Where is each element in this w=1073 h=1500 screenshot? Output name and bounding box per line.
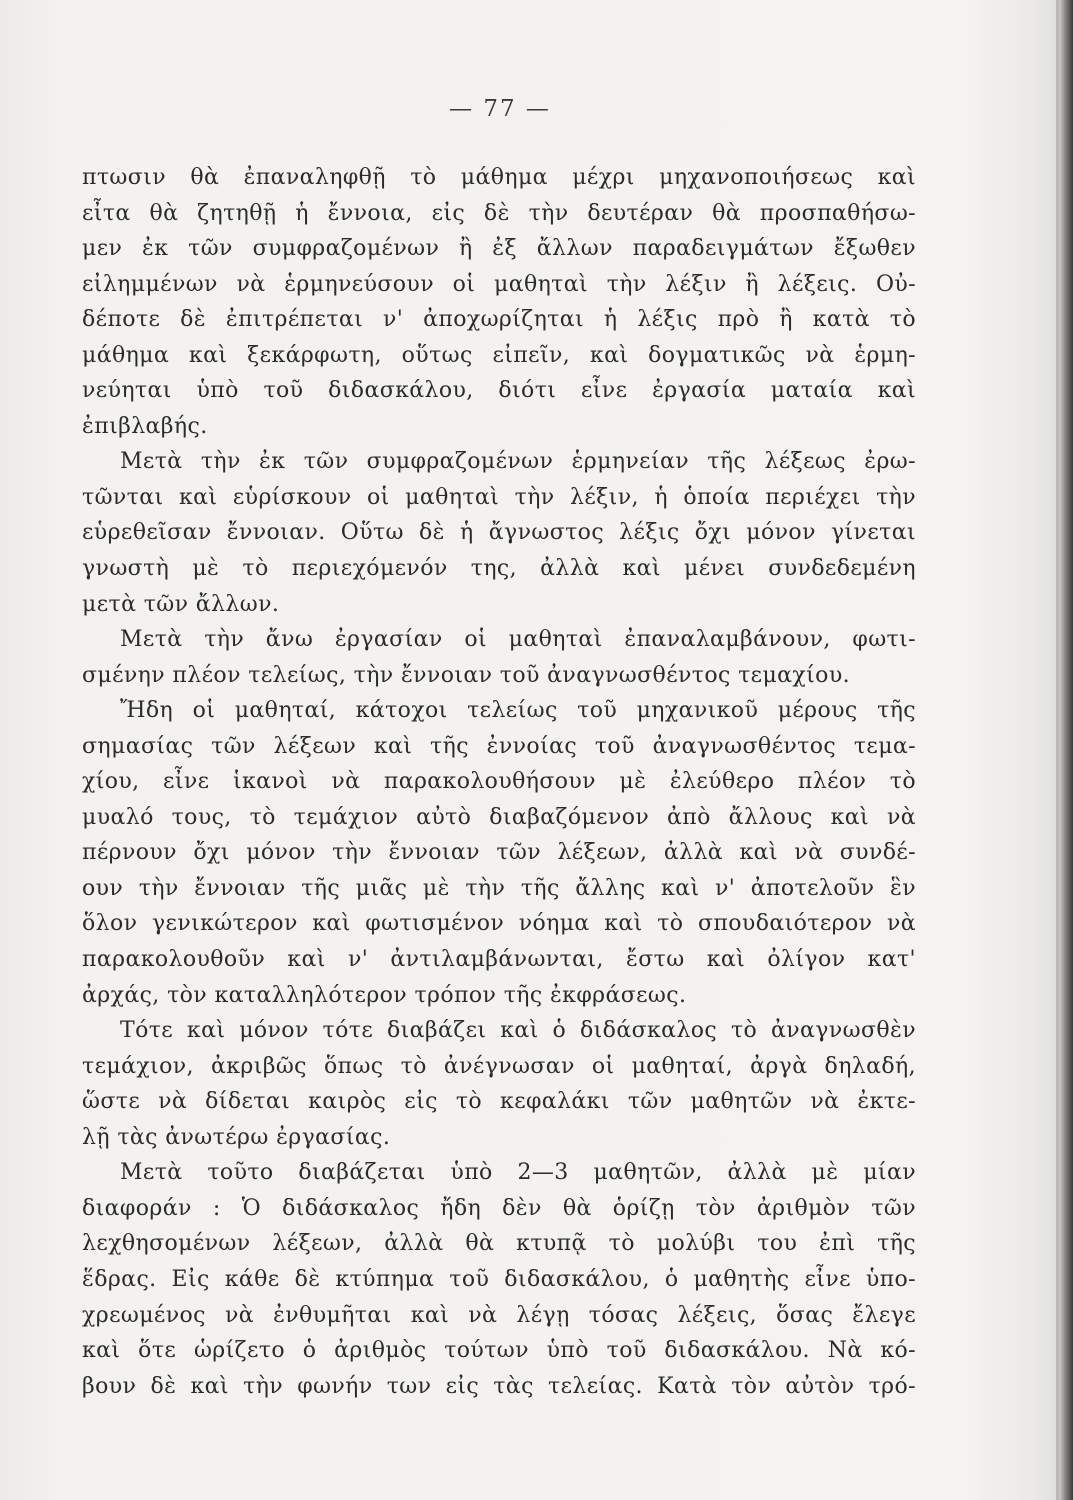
text-line: παρακολουθοῦν καὶ ν' ἀντιλαμβάνωνται, ἔστω καὶ ὀλίγον κατ' [82, 947, 916, 973]
text-line: ουν τὴν ἔννοιαν τῆς μιᾶς μὲ τὴν τῆς ἄλλης καὶ ν' ἀποτελοῦν ἓν [82, 875, 916, 901]
text-line: καὶ ὅτε ὡρίζετο ὁ ἀριθμὸς τούτων ὑπὸ τοῦ διδασκάλου. Νὰ κό- [82, 1338, 916, 1364]
text-line: μετὰ τῶν ἄλλων. [82, 591, 280, 617]
text-line: τεμάχιον, ἀκριβῶς ὅπως τὸ ἀνέγνωσαν οἱ μαθηταί, ἀργὰ δηλαδή, [82, 1053, 916, 1079]
text-line: σημασίας τῶν λέξεων καὶ τῆς ἐννοίας τοῦ ἀναγνωσθέντος τεμα- [82, 733, 916, 759]
text-line: ἕδρας. Εἰς κάθε δὲ κτύπημα τοῦ διδασκάλου, ὁ μαθητὴς εἶνε ὑπο- [82, 1266, 916, 1292]
text-line: ὥστε νὰ δίδεται καιρὸς εἰς τὸ κεφαλάκι τῶν μαθητῶν νὰ ἐκτε- [82, 1089, 916, 1115]
text-line: νεύηται ὑπὸ τοῦ διδασκάλου, διότι εἶνε ἐργασία ματαία καὶ [82, 378, 916, 404]
text-line: ἐπιβλαβής. [82, 413, 208, 439]
text-line: βουν δὲ καὶ τὴν φωνήν των εἰς τὰς τελείας. Κατὰ τὸν αὐτὸν τρό- [82, 1373, 916, 1399]
text-line: πτωσιν θὰ ἐπαναληφθῇ τὸ μάθημα μέχρι μηχανοποιήσεως καὶ [82, 165, 916, 190]
text-line: χρεωμένος νὰ ἐνθυμῆται καὶ νὰ λέγῃ τόσας λέξεις, ὅσας ἔλεγε [82, 1302, 916, 1328]
text-line: σμένην πλέον τελείως, τὴν ἔννοιαν τοῦ ἀναγνωσθέντος τεμαχίου. [82, 662, 850, 688]
text-line: Τότε καὶ μόνον τότε διαβάζει καὶ ὁ διδάσκαλος τὸ ἀναγνωσθὲν [120, 1018, 916, 1044]
book-spine [1059, 0, 1073, 1500]
text-line: εἶτα θὰ ζητηθῇ ἡ ἔννοια, εἰς δὲ τὴν δευτέραν θὰ προσπαθήσω- [82, 200, 916, 226]
text-line: λῇ τὰς ἀνωτέρω ἐργασίας. [82, 1124, 391, 1150]
text-line: μάθημα καὶ ξεκάρφωτη, οὕτως εἰπεῖν, καὶ δογματικῶς νὰ ἑρμη- [82, 342, 916, 368]
text-line: γνωστὴ μὲ τὸ περιεχόμενόν της, ἀλλὰ καὶ μένει συνδεδεμένη [82, 556, 916, 582]
text-line: ἀρχάς, τὸν καταλληλότερον τρόπον τῆς ἐκφράσεως. [82, 982, 687, 1008]
text-line: μεν ἐκ τῶν συμφραζομένων ἢ ἐξ ἄλλων παραδειγμάτων ἔξωθεν [82, 236, 916, 262]
text-line: εὑρεθεῖσαν ἔννοιαν. Οὕτω δὲ ἡ ἄγνωστος λέξις ὄχι μόνον γίνεται [82, 520, 916, 546]
text-line: διαφοράν : Ὁ διδάσκαλος ἤδη δὲν θὰ ὁρίζῃ τὸν ἀριθμὸν τῶν [82, 1195, 916, 1221]
text-line: Ἤδη οἱ μαθηταί, κάτοχοι τελείως τοῦ μηχανικοῦ μέρους τῆς [120, 698, 916, 724]
text-line: μυαλό τους, τὸ τεμάχιον αὐτὸ διαβαζόμενον ἀπὸ ἄλλους καὶ νὰ [82, 804, 916, 830]
text-line: δέποτε δὲ ἐπιτρέπεται ν' ἀποχωρίζηται ἡ λέξις πρὸ ἢ κατὰ τὸ [82, 307, 916, 333]
page-number: — 77 — [449, 96, 551, 122]
text-line: χίου, εἶνε ἱκανοὶ νὰ παρακολουθήσουν μὲ ἐλεύθερο πλέον τὸ [82, 769, 916, 795]
text-line: τῶνται καὶ εὑρίσκουν οἱ μαθηταὶ τὴν λέξιν, ἡ ὁποία περιέχει τὴν [82, 484, 916, 510]
body-text [82, 160, 916, 1404]
text-line: εἰλημμένων νὰ ἑρμηνεύσουν οἱ μαθηταὶ τὴν λέξιν ἢ λέξεις. Οὐ- [82, 271, 916, 297]
text-line: ὅλον γενικώτερον καὶ φωτισμένον νόημα καὶ τὸ σπουδαιότερον νὰ [82, 911, 916, 937]
text-line: Μετὰ τὴν ἄνω ἐργασίαν οἱ μαθηταὶ ἐπαναλαμβάνουν, φωτι- [120, 627, 916, 653]
text-line: λεχθησομένων λέξεων, ἀλλὰ θὰ κτυπᾷ τὸ μολύβι του ἐπὶ τῆς [82, 1231, 916, 1257]
text-line: πέρνουν ὄχι μόνον τὴν ἔννοιαν τῶν λέξεων, ἀλλὰ καὶ νὰ συνδέ- [82, 840, 916, 866]
text-line: Μετὰ τοῦτο διαβάζεται ὑπὸ 2—3 μαθητῶν, ἀλλὰ μὲ μίαν [120, 1160, 916, 1186]
text-line: Μετὰ τὴν ἐκ τῶν συμφραζομένων ἑρμηνείαν τῆς λέξεως ἐρω- [120, 449, 916, 475]
